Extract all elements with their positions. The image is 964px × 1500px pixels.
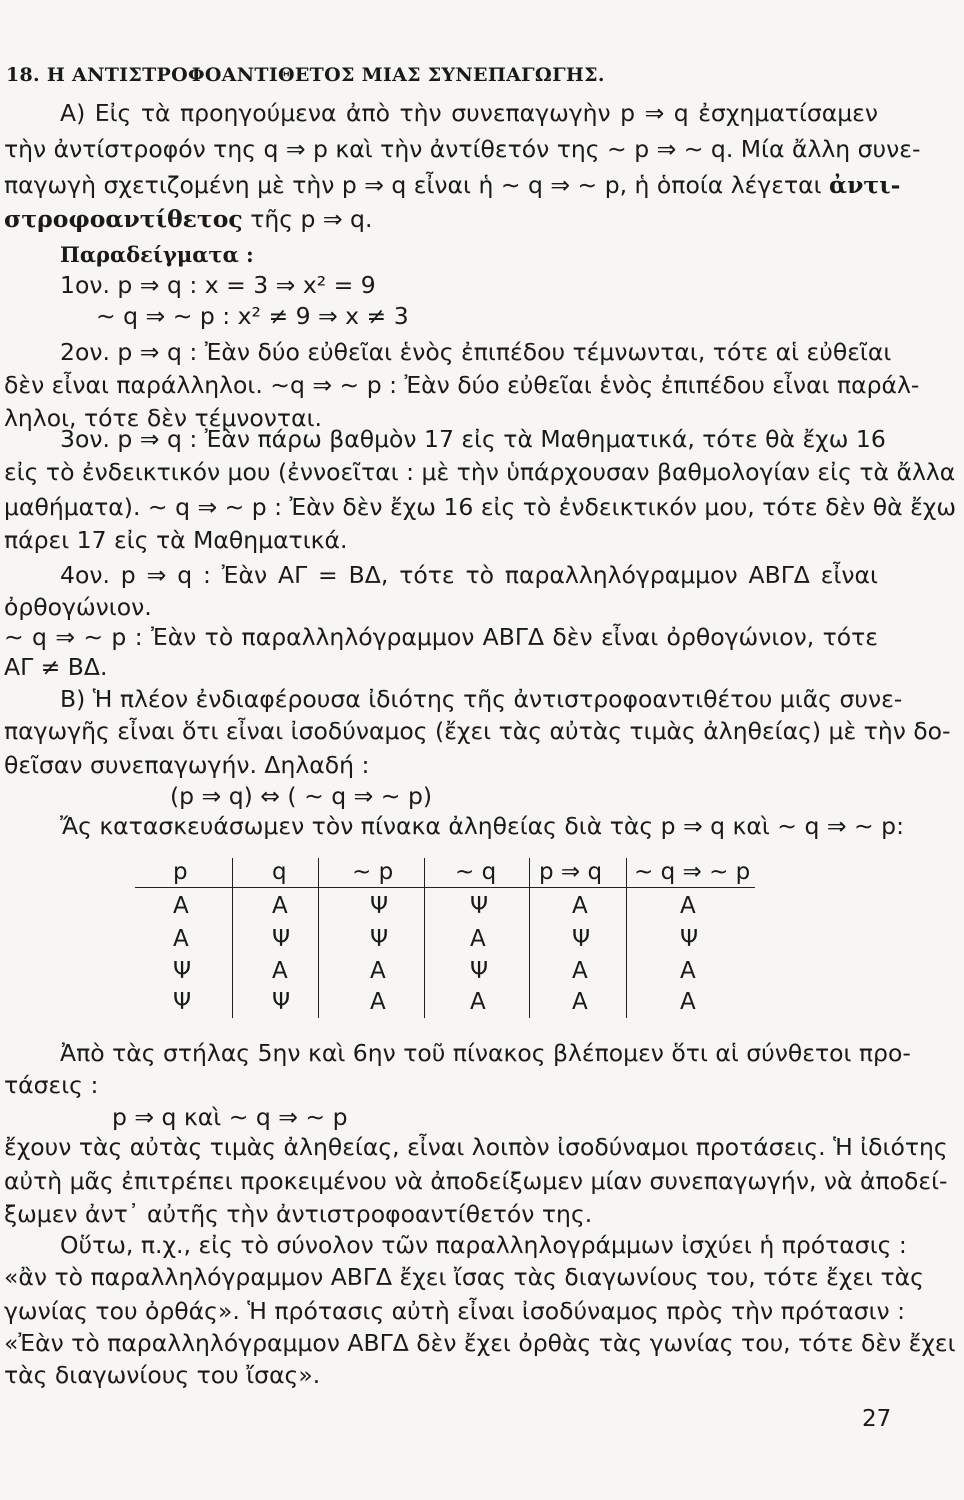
table-header-p: p xyxy=(173,859,188,885)
table-header-p-implies-q: p ⇒ q xyxy=(539,859,603,885)
table-cell: Ψ xyxy=(173,989,192,1015)
table-cell: Ψ xyxy=(572,926,591,952)
table-cell: Ψ xyxy=(173,958,192,984)
example-3-line-1: 3ον. p ⇒ q : Ἐὰν πάρω βαθμὸν 17 εἰς τὰ Μαθηματικά, τότε θὰ ἔχω 16 xyxy=(60,425,886,453)
table-cell: Α xyxy=(572,989,588,1015)
table-cell: Α xyxy=(680,893,696,919)
example-3-line-2: εἰς τὸ ἐνδεικτικόν μου (ἐννοεῖται : μὲ τὴν ὑπάρχουσαν βαθμολογίαν εἰς τὰ ἄλλα xyxy=(4,458,956,486)
section-heading: 18. Η ΑΝΤΙΣΤΡΟΦΟΑΝΤΙΘΕΤΟΣ ΜΙΑΣ ΣΥΝΕΠΑΓΩΓΗΣ. xyxy=(6,64,605,86)
table-cell: Ψ xyxy=(370,893,389,919)
table-cell: Ψ xyxy=(680,926,699,952)
example-2-line-2: δὲν εἶναι παράλληλοι. ∼q ⇒ ∼ p : Ἐὰν δύο εὐθεῖαι ἑνὸς ἐπιπέδου εἶναι παράλ- xyxy=(4,371,920,399)
table-cell: Α xyxy=(272,893,288,919)
example-4-line-3: ∼ q ⇒ ∼ p : Ἐὰν τὸ παραλληλόγραμμον ΑΒΓΔ δὲν εἶναι ὀρθογώνιον, τότε xyxy=(4,623,878,651)
examples-label: Παραδείγματα : xyxy=(60,242,254,267)
conclusion-line-4: αὐτὴ μᾶς ἐπιτρέπει προκειμένου νὰ ἀποδείξωμεν μίαν συνεπαγωγήν, νὰ ἀποδεί- xyxy=(4,1167,948,1195)
table-col-rule-3 xyxy=(424,858,425,1018)
table-header-q: q xyxy=(272,859,287,885)
conclusion-line-8: γωνίας του ὀρθάς». Ἡ πρότασις αὐτὴ εἶναι ἰσοδύναμος πρὸς τὴν πρότασιν : xyxy=(4,1297,906,1325)
section-b-line-1: Β) Ἡ πλέον ἐνδιαφέρουσα ἰδιότης τῆς ἀντιστροφοαντιθέτου μιᾶς συνε- xyxy=(60,685,903,713)
table-cell: Α xyxy=(572,958,588,984)
example-2-line-3: ληλοι, τότε δὲν τέμνονται. xyxy=(4,404,322,432)
table-cell: Α xyxy=(173,926,189,952)
term-anti-part: ἀντι- xyxy=(829,171,901,199)
section-a-line-3 xyxy=(4,170,901,200)
table-cell: Α xyxy=(680,958,696,984)
table-header-rule xyxy=(135,887,755,888)
section-a-line-1: Α) Εἰς τὰ προηγούμενα ἀπὸ τὴν συνεπαγωγὴν p ⇒ q ἐσχηματίσαμεν xyxy=(60,99,878,127)
table-col-rule-2 xyxy=(318,858,319,1018)
conclusion-formula: p ⇒ q καὶ ∼ q ⇒ ∼ p xyxy=(112,1103,348,1131)
table-cell: Ψ xyxy=(470,958,489,984)
table-cell: Α xyxy=(572,893,588,919)
conclusion-line-2: τάσεις : xyxy=(4,1071,99,1099)
example-3-line-3: μαθήματα). ∼ q ⇒ ∼ p : Ἐὰν δὲν ἔχω 16 εἰς τὸ ἐνδεικτικόν μου, τότε δὲν θὰ ἔχω xyxy=(4,493,957,521)
example-4-line-4: ΑΓ ≠ ΒΔ. xyxy=(4,653,108,681)
conclusion-line-7: «ἂν τὸ παραλληλόγραμμον ΑΒΓΔ ἔχει ἴσας τὰς διαγωνίους του, τότε ἔχει τὰς xyxy=(4,1263,924,1291)
example-2-line-1: 2ον. p ⇒ q : Ἐὰν δύο εὐθεῖαι ἑνὸς ἐπιπέδου τέμνωνται, τότε αἱ εὐθεῖαι xyxy=(60,338,892,366)
page-number: 27 xyxy=(862,1406,892,1432)
section-a-line-4 xyxy=(4,204,894,234)
example-4-line-2: ὀρθογώνιον. xyxy=(4,593,152,621)
table-cell: Α xyxy=(173,893,189,919)
table-cell: Α xyxy=(470,926,486,952)
section-b-line-3: θεῖσαν συνεπαγωγήν. Δηλαδή : xyxy=(4,751,370,779)
table-col-rule-4 xyxy=(529,858,530,1018)
table-cell: Α xyxy=(272,958,288,984)
conclusion-line-3: ἔχουν τὰς αὐτὰς τιμὰς ἀληθείας, εἶναι λοιπὸν ἰσοδύναμοι προτάσεις. Ἡ ἰδιότης xyxy=(4,1133,948,1161)
term-contrapositive: στροφοαντίθετος xyxy=(4,205,243,233)
section-b-line-2: παγωγῆς εἶναι ὅτι εἶναι ἰσοδύναμος (ἔχει τὰς αὐτὰς τιμὰς ἀληθείας) μὲ τὴν δο- xyxy=(4,717,951,745)
table-header-not-p: ∼ p xyxy=(352,859,394,885)
table-cell: Α xyxy=(680,989,696,1015)
table-cell: Α xyxy=(470,989,486,1015)
conclusion-line-9: «Ἐὰν τὸ παραλληλόγραμμον ΑΒΓΔ δὲν ἔχει ὀρθὰς τὰς γωνίας του, τότε δὲν ἔχει xyxy=(4,1329,956,1357)
section-b-line-4: Ἄς κατασκευάσωμεν τὸν πίνακα ἀληθείας διὰ τὰς p ⇒ q καὶ ∼ q ⇒ ∼ p: xyxy=(60,812,904,840)
conclusion-line-5: ξωμεν ἀντ᾽ αὐτῆς τὴν ἀντιστροφοαντίθετόν της. xyxy=(4,1200,593,1228)
table-header-contrapositive: ∼ q ⇒ ∼ p xyxy=(634,859,751,885)
section-a-line-3-text: παγωγὴ σχετιζομένη μὲ τὴν p ⇒ q εἶναι ἡ ∼ q ⇒ ∼ p, ἡ ὁποία λέγεται xyxy=(4,171,822,199)
table-cell: Ψ xyxy=(470,893,489,919)
example-3-line-4: πάρει 17 εἰς τὰ Μαθηματικά. xyxy=(4,526,348,554)
example-1-line-1: 1ον. p ⇒ q : x = 3 ⇒ x² = 9 xyxy=(60,271,376,299)
example-4-line-1: 4ον. p ⇒ q : Ἐὰν ΑΓ = ΒΔ, τότε τὸ παραλληλόγραμμον ΑΒΓΔ εἶναι xyxy=(60,561,878,589)
table-header-not-q: ∼ q xyxy=(455,859,497,885)
conclusion-line-6: Οὕτω, π.χ., εἰς τὸ σύνολον τῶν παραλληλογράμμων ἰσχύει ἡ πρότασις : xyxy=(60,1231,907,1259)
example-1-line-2: ∼ q ⇒ ∼ p : x² ≠ 9 ⇒ x ≠ 3 xyxy=(96,302,409,330)
equivalence-formula: (p ⇒ q) ⇔ ( ∼ q ⇒ ∼ p) xyxy=(170,782,433,810)
table-cell: Α xyxy=(370,958,386,984)
table-col-rule-5 xyxy=(626,858,627,1018)
table-col-rule-1 xyxy=(232,858,233,1018)
table-cell: Ψ xyxy=(272,989,291,1015)
table-cell: Ψ xyxy=(272,926,291,952)
conclusion-line-1: Ἀπὸ τὰς στήλας 5ην καὶ 6ην τοῦ πίνακος βλέπομεν ὅτι αἱ σύνθετοι προ- xyxy=(60,1039,911,1067)
conclusion-line-10: τὰς διαγωνίους του ἴσας». xyxy=(4,1361,321,1389)
section-a-line-2: τὴν ἀντίστροφόν της q ⇒ p καὶ τὴν ἀντίθετόν της ∼ p ⇒ ∼ q. Μία ἄλλη συνε- xyxy=(4,135,921,163)
table-cell: Ψ xyxy=(370,926,389,952)
section-a-line-4-tail: τῆς p ⇒ q. xyxy=(242,205,373,233)
table-cell: Α xyxy=(370,989,386,1015)
